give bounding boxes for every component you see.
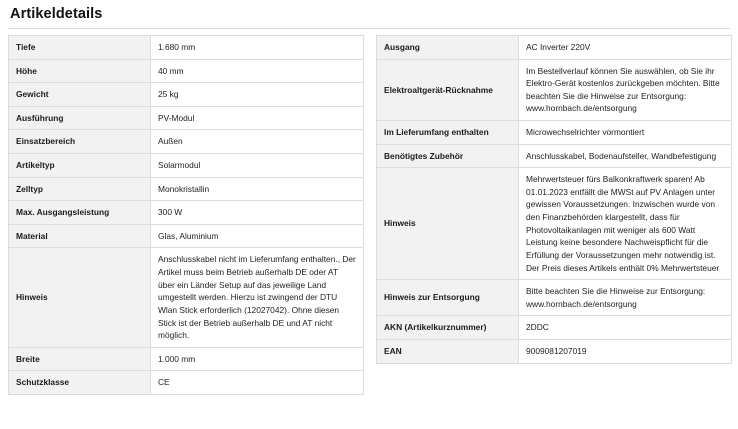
spec-columns: [8, 35, 730, 395]
row-value: Außen: [151, 130, 364, 154]
row-label: Breite: [9, 347, 151, 371]
table-row: [377, 339, 732, 363]
row-label: Elektroaltgerät-Rücknahme: [377, 59, 519, 120]
row-value: AC Inverter 220V: [519, 36, 732, 60]
table-row: [9, 106, 364, 130]
table-row: [9, 177, 364, 201]
row-value: Glas, Aluminium: [151, 224, 364, 248]
table-row: [377, 59, 732, 120]
row-value: 2DDC: [519, 316, 732, 340]
row-label: Material: [9, 224, 151, 248]
row-label: Höhe: [9, 59, 151, 83]
row-label: Hinweis: [377, 168, 519, 280]
row-label: Zelltyp: [9, 177, 151, 201]
row-value: 300 W: [151, 201, 364, 225]
row-value: Microwechselrichter vormontiert: [519, 121, 732, 145]
table-row: [9, 154, 364, 178]
row-value: CE: [151, 371, 364, 395]
row-label: Max. Ausgangsleistung: [9, 201, 151, 225]
row-value: 40 mm: [151, 59, 364, 83]
row-label: Gewicht: [9, 83, 151, 107]
row-value: 1.680 mm: [151, 36, 364, 60]
row-label: Schutzklasse: [9, 371, 151, 395]
table-row: [377, 280, 732, 316]
table-row: [9, 83, 364, 107]
row-label: Im Lieferumfang enthalten: [377, 121, 519, 145]
table-row: [9, 36, 364, 60]
row-value: Im Bestellverlauf können Sie auswählen, ob Sie ihr Elektro-Gerät kostenlos zurückgeben möchten. Bitte beachten Sie die Hinweise zur Entsorgung: www.hornbach.de/entsorgung: [519, 59, 732, 120]
left-column: [8, 35, 364, 395]
row-label: Hinweis zur Entsorgung: [377, 280, 519, 316]
page-title: Artikeldetails: [10, 6, 103, 22]
row-label: Tiefe: [9, 36, 151, 60]
title-divider: [8, 28, 730, 29]
row-value: PV-Modul: [151, 106, 364, 130]
row-label: Benötigtes Zubehör: [377, 144, 519, 168]
row-value: Mehrwertsteuer fürs Balkonkraftwerk sparen! Ab 01.01.2023 entfällt die MWSt auf PV Anlagen unter gewissen Voraussetzungen. Inzwischen wurde von den Finanzbehörden klargestellt, dass für Photovoltaikanlagen mit weniger als 600 Watt Leistung keine besondere Nachweispflicht für die Erfüllung der Voraussetzungen mehr notwendig ist. Der Preis dieses Artikels enthält 0% Mehrwertsteuer: [519, 168, 732, 280]
table-row: [377, 316, 732, 340]
table-row: [9, 371, 364, 395]
table-row: [9, 248, 364, 347]
right-column: [376, 35, 732, 364]
row-label: Hinweis: [9, 248, 151, 347]
row-value: Solarmodul: [151, 154, 364, 178]
right-spec-table: [376, 35, 732, 364]
row-value: Monokristallin: [151, 177, 364, 201]
row-label: Ausgang: [377, 36, 519, 60]
row-label: Einsatzbereich: [9, 130, 151, 154]
row-value: Bitte beachten Sie die Hinweise zur Entsorgung: www.hornbach.de/entsorgung: [519, 280, 732, 316]
table-row: [9, 59, 364, 83]
row-label: EAN: [377, 339, 519, 363]
row-value: 9009081207019: [519, 339, 732, 363]
table-row: [377, 144, 732, 168]
table-row: [377, 168, 732, 280]
table-row: [9, 201, 364, 225]
row-label: Artikeltyp: [9, 154, 151, 178]
table-row: [9, 347, 364, 371]
table-row: [9, 130, 364, 154]
table-row: [377, 121, 732, 145]
row-label: AKN (Artikelkurznummer): [377, 316, 519, 340]
left-spec-table: [8, 35, 364, 395]
row-value: 1.000 mm: [151, 347, 364, 371]
row-value: Anschlusskabel, Bodenaufsteller, Wandbefestigung: [519, 144, 732, 168]
row-value: 25 kg: [151, 83, 364, 107]
row-label: Ausführung: [9, 106, 151, 130]
table-row: [9, 224, 364, 248]
table-row: [377, 36, 732, 60]
row-value: Anschlusskabel nicht im Lieferumfang enthalten., Der Artikel muss beim Betrieb außerhalb DE oder AT über ein Länder Setup auf das jeweilige Land umgestellt werden. Hierzu ist zwingend der DTU Wlan Stick erforderlich (12027042). Ohne diesen Stick ist der Betrieb außerhalb DE und AT nicht möglich.: [151, 248, 364, 347]
